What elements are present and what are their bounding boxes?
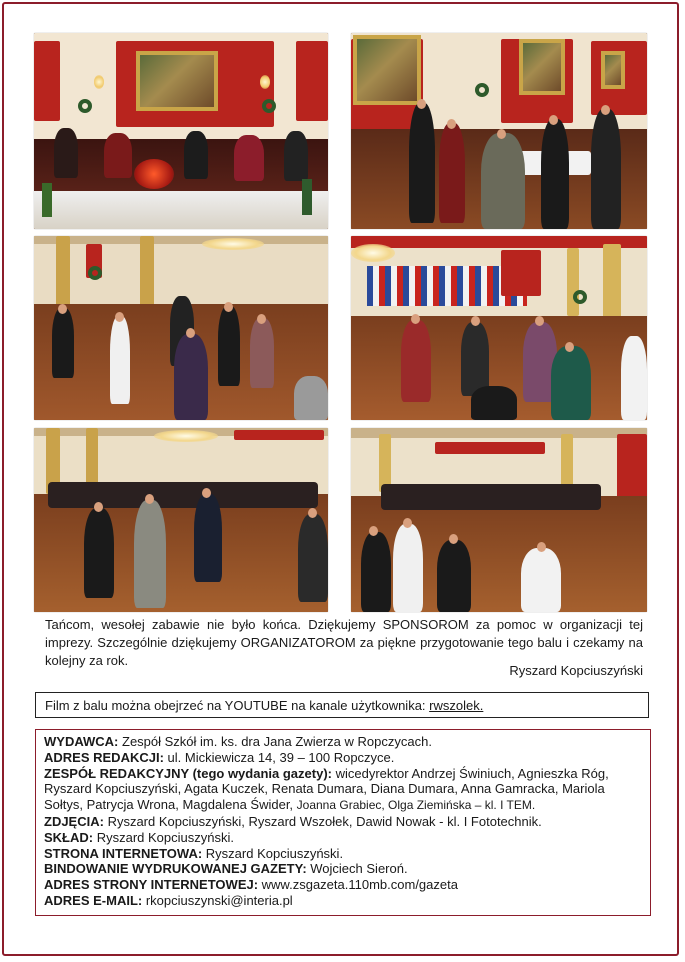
- photo-crowd-dance: [34, 428, 328, 612]
- caption-paragraph: Tańcom, wesołej zabawie nie było końca. Dziękujemy SPONSOROM za pomoc w organizacji tej imprezy. Szczególnie dziękujemy ORGANIZATOROM za piękne przygotowanie tego balu i czekamy na kolejny za rok.: [45, 617, 643, 668]
- youtube-info-box: [35, 692, 649, 718]
- typeset-label: SKŁAD:: [44, 829, 94, 845]
- impressum-box: [35, 729, 651, 916]
- url-value[interactable]: www.zsgazeta.110mb.com/gazeta: [258, 877, 458, 893]
- web-label: STRONA INTERNETOWA:: [44, 845, 203, 861]
- impressum-email: [44, 893, 642, 909]
- photo-banquet-tables: [34, 33, 328, 229]
- url-label: ADRES STRONY INTERNETOWEJ:: [44, 877, 259, 893]
- team-label: ZESPÓŁ REDAKCYJNY (tego wydania gazety):: [44, 765, 332, 781]
- address-value: ul. Mickiewicza 14, 39 – 100 Ropczyce.: [163, 749, 395, 765]
- email-value[interactable]: rkopciuszynski@interia.pl: [142, 892, 293, 908]
- impressum-binding: [44, 861, 642, 877]
- caption-author: Ryszard Kopciuszyński: [509, 663, 643, 678]
- binding-label: BINDOWANIE WYDRUKOWANEJ GAZETY:: [44, 861, 307, 877]
- publisher-value: Zespół Szkół im. ks. dra Jana Zwierza w Ropczycach.: [118, 734, 432, 749]
- email-label: ADRES E-MAIL:: [44, 892, 143, 908]
- photo-circle-dance: [34, 236, 328, 420]
- youtube-text: Film z balu można obejrzeć na YOUTUBE na kanale użytkownika:: [45, 698, 430, 713]
- photos-label: ZDJĘCIA:: [44, 813, 104, 829]
- impressum-team: [44, 766, 642, 814]
- photo-stage-dance: [351, 236, 647, 420]
- impressum-url: [44, 877, 642, 893]
- photos-value: Ryszard Kopciuszyński, Ryszard Wszołek, Dawid Nowak - kl. I Fototechnik.: [103, 813, 542, 829]
- photo-line-dance: [351, 428, 647, 612]
- publisher-label: WYDAWCA:: [44, 734, 119, 749]
- binding-value: Wojciech Sieroń.: [306, 861, 408, 877]
- address-label: ADRES REDAKCJI:: [44, 749, 164, 765]
- impressum-publisher: [44, 734, 642, 750]
- typeset-value: Ryszard Kopciuszyński.: [93, 829, 234, 845]
- impressum-photos: [44, 814, 642, 830]
- impressum-address: [44, 750, 642, 766]
- youtube-channel-link[interactable]: rwszolek.: [429, 698, 484, 713]
- web-value: Ryszard Kopciuszyński.: [202, 845, 344, 861]
- team-value: wicedyrektor Andrzej Świniuch, Agnieszka Róg, Ryszard Kopciuszyński, Agata Kuczek, Renata Dumara, Diana Dumara, Anna Gamracka, Mariola Sołtys, Patrycja Wrona, Magdalena Świder,: [44, 765, 609, 813]
- impressum-typeset: [44, 830, 642, 846]
- team-value-small: Joanna Grabiec, Olga Ziemińska – kl. I TEM.: [296, 798, 536, 813]
- impressum-website: [44, 846, 642, 862]
- photo-dancing-hall-red: [351, 33, 647, 229]
